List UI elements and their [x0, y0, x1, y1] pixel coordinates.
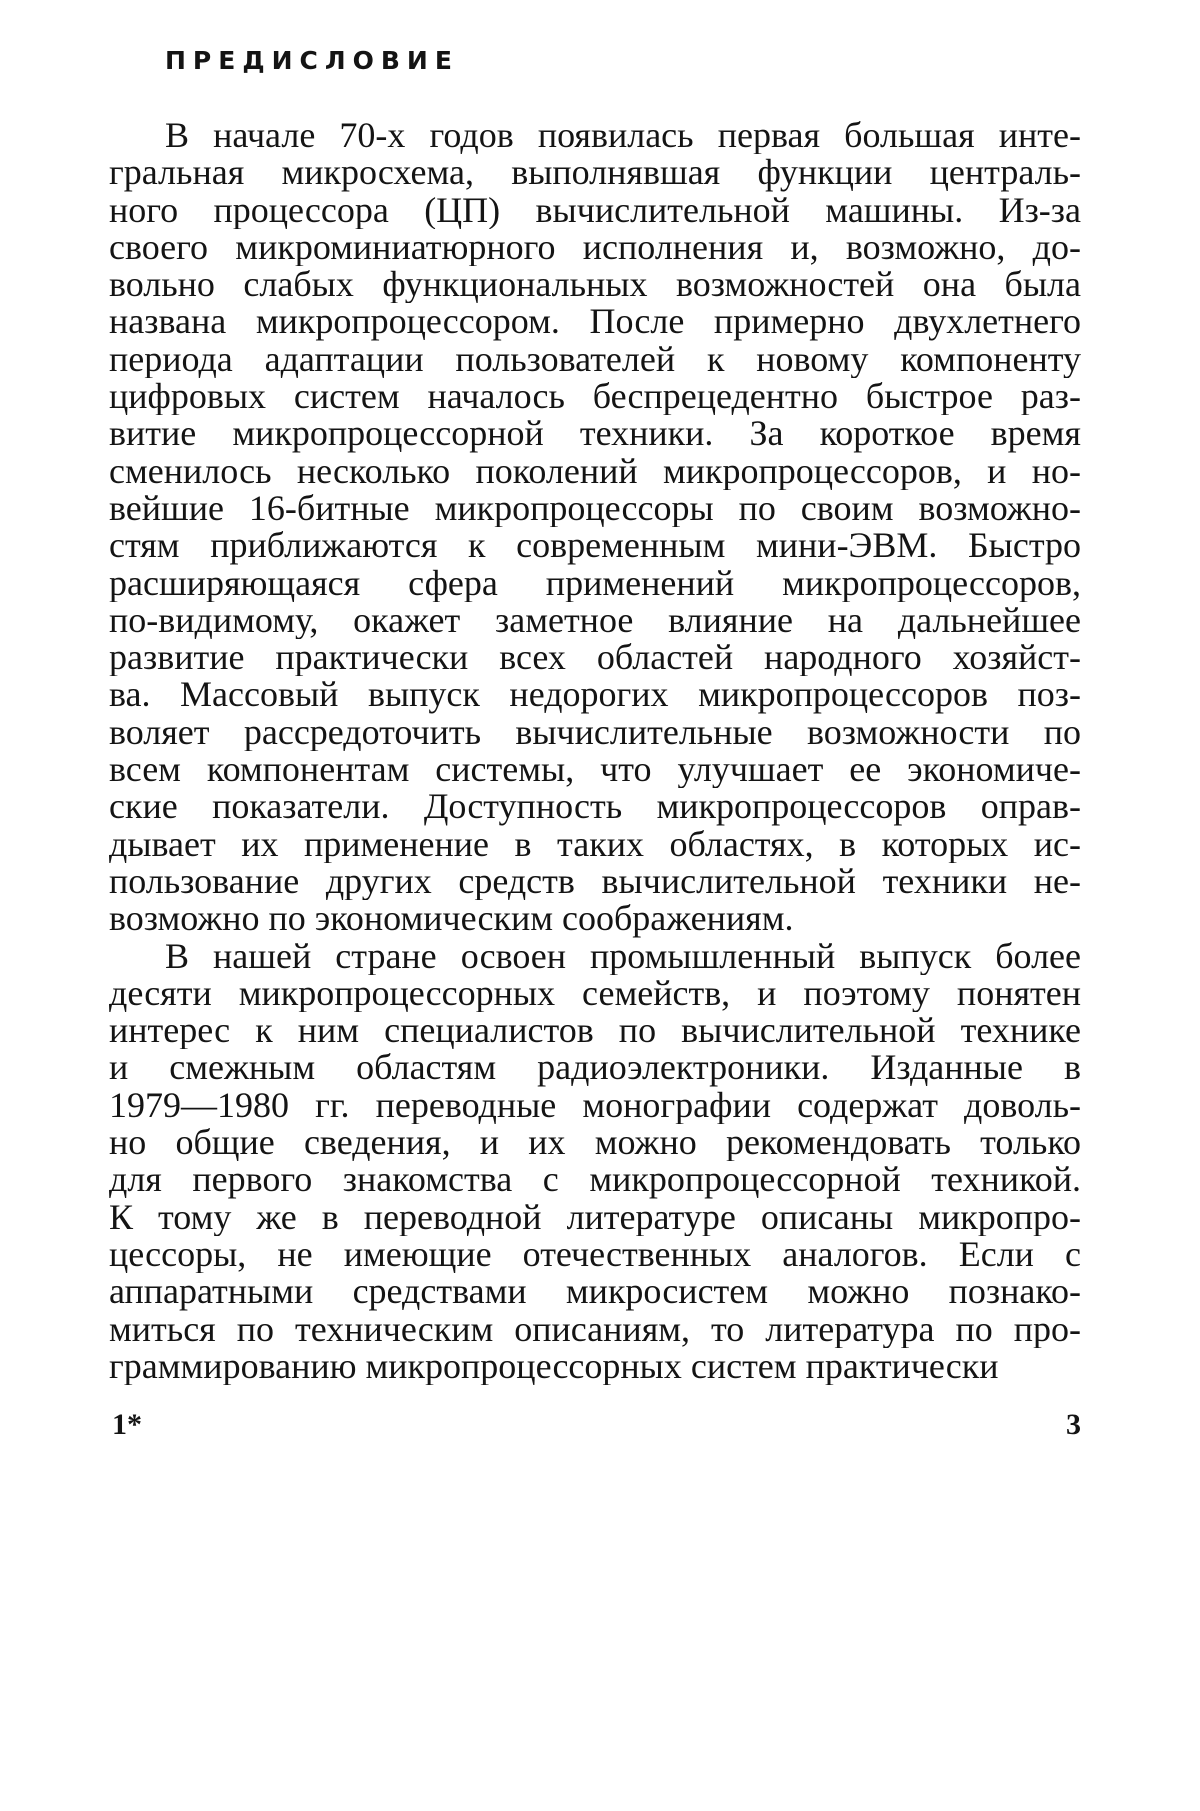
- section-heading: ПРЕДИСЛОВИЕ: [165, 46, 459, 75]
- text-line: возможно по экономическим соображениям.: [109, 900, 794, 938]
- text-line: цифровых систем началось беспрецедентно быстрое раз-: [109, 378, 1081, 416]
- text-line: по-видимому, окажет заметное влияние на дальнейшее: [109, 601, 1081, 640]
- text-line: интерес к ним специалистов по вычислительной технике: [109, 1012, 1081, 1050]
- text-line: 1979—1980 гг. переводные монографии содержат доволь-: [109, 1086, 1081, 1125]
- text-line: стям приближаются к современным мини-ЭВМ. Быстро: [109, 527, 1081, 565]
- text-line: названа микропроцессором. После примерно двухлетнего: [109, 303, 1081, 341]
- text-line: сменилось несколько поколений микропроцессоров, и но-: [109, 452, 1081, 490]
- paragraph: [109, 938, 1081, 1386]
- text-line: пользование других средств вычислительной техники не-: [109, 862, 1081, 901]
- text-line: ские показатели. Доступность микропроцессоров оправ-: [109, 788, 1081, 826]
- text-line: дывает их применение в таких областях, в которых ис-: [109, 825, 1081, 863]
- text-line: вейшие 16-битные микропроцессоры по своим возможно-: [109, 489, 1081, 528]
- text-line: воляет рассредоточить вычислительные возможности по: [109, 713, 1081, 752]
- text-line: для первого знакомства с микропроцессорной техникой.: [109, 1161, 1081, 1199]
- text-line: вольно слабых функциональных возможностей она была: [109, 266, 1081, 304]
- text-line: граммированию микропроцессорных систем практически: [109, 1347, 999, 1386]
- text-line: витие микропроцессорной техники. За короткое время: [109, 415, 1081, 453]
- text-line: десяти микропроцессорных семейств, и поэтому понятен: [109, 974, 1081, 1013]
- text-line: расширяющаяся сфера применений микропроцессоров,: [109, 564, 1081, 602]
- page-number: 3: [1066, 1408, 1081, 1441]
- text-line: развитие практически всех областей народного хозяйст-: [109, 639, 1081, 677]
- text-line: ного процессора (ЦП) вычислительной машины. Из-за: [109, 191, 1081, 229]
- signature-mark: 1*: [112, 1408, 142, 1441]
- paragraph: [109, 117, 1081, 938]
- text-line: ва. Массовый выпуск недорогих микропроцессоров поз-: [109, 676, 1081, 714]
- text-line: В нашей стране освоен промышленный выпуск более: [165, 937, 1081, 975]
- text-line: но общие сведения, и их можно рекомендовать только: [109, 1124, 1081, 1162]
- text-line: аппаратными средствами микросистем можно познако-: [109, 1273, 1081, 1311]
- text-line: К тому же в переводной литературе описаны микропро-: [109, 1198, 1081, 1236]
- body-text: [109, 117, 1081, 1385]
- text-line: миться по техническим описаниям, то литература по про-: [109, 1310, 1081, 1348]
- text-line: В начале 70-х годов появилась первая большая инте-: [165, 117, 1081, 155]
- text-line: цессоры, не имеющие отечественных аналогов. Если с: [109, 1235, 1081, 1274]
- text-line: и смежным областям радиоэлектроники. Изданные в: [109, 1049, 1081, 1087]
- text-line: своего микроминиатюрного исполнения и, возможно, до-: [109, 228, 1081, 267]
- text-line: периода адаптации пользователей к новому компоненту: [109, 340, 1081, 379]
- text-line: всем компонентам системы, что улучшает ее экономиче-: [109, 751, 1081, 789]
- text-line: гральная микросхема, выполнявшая функции централь-: [109, 154, 1081, 192]
